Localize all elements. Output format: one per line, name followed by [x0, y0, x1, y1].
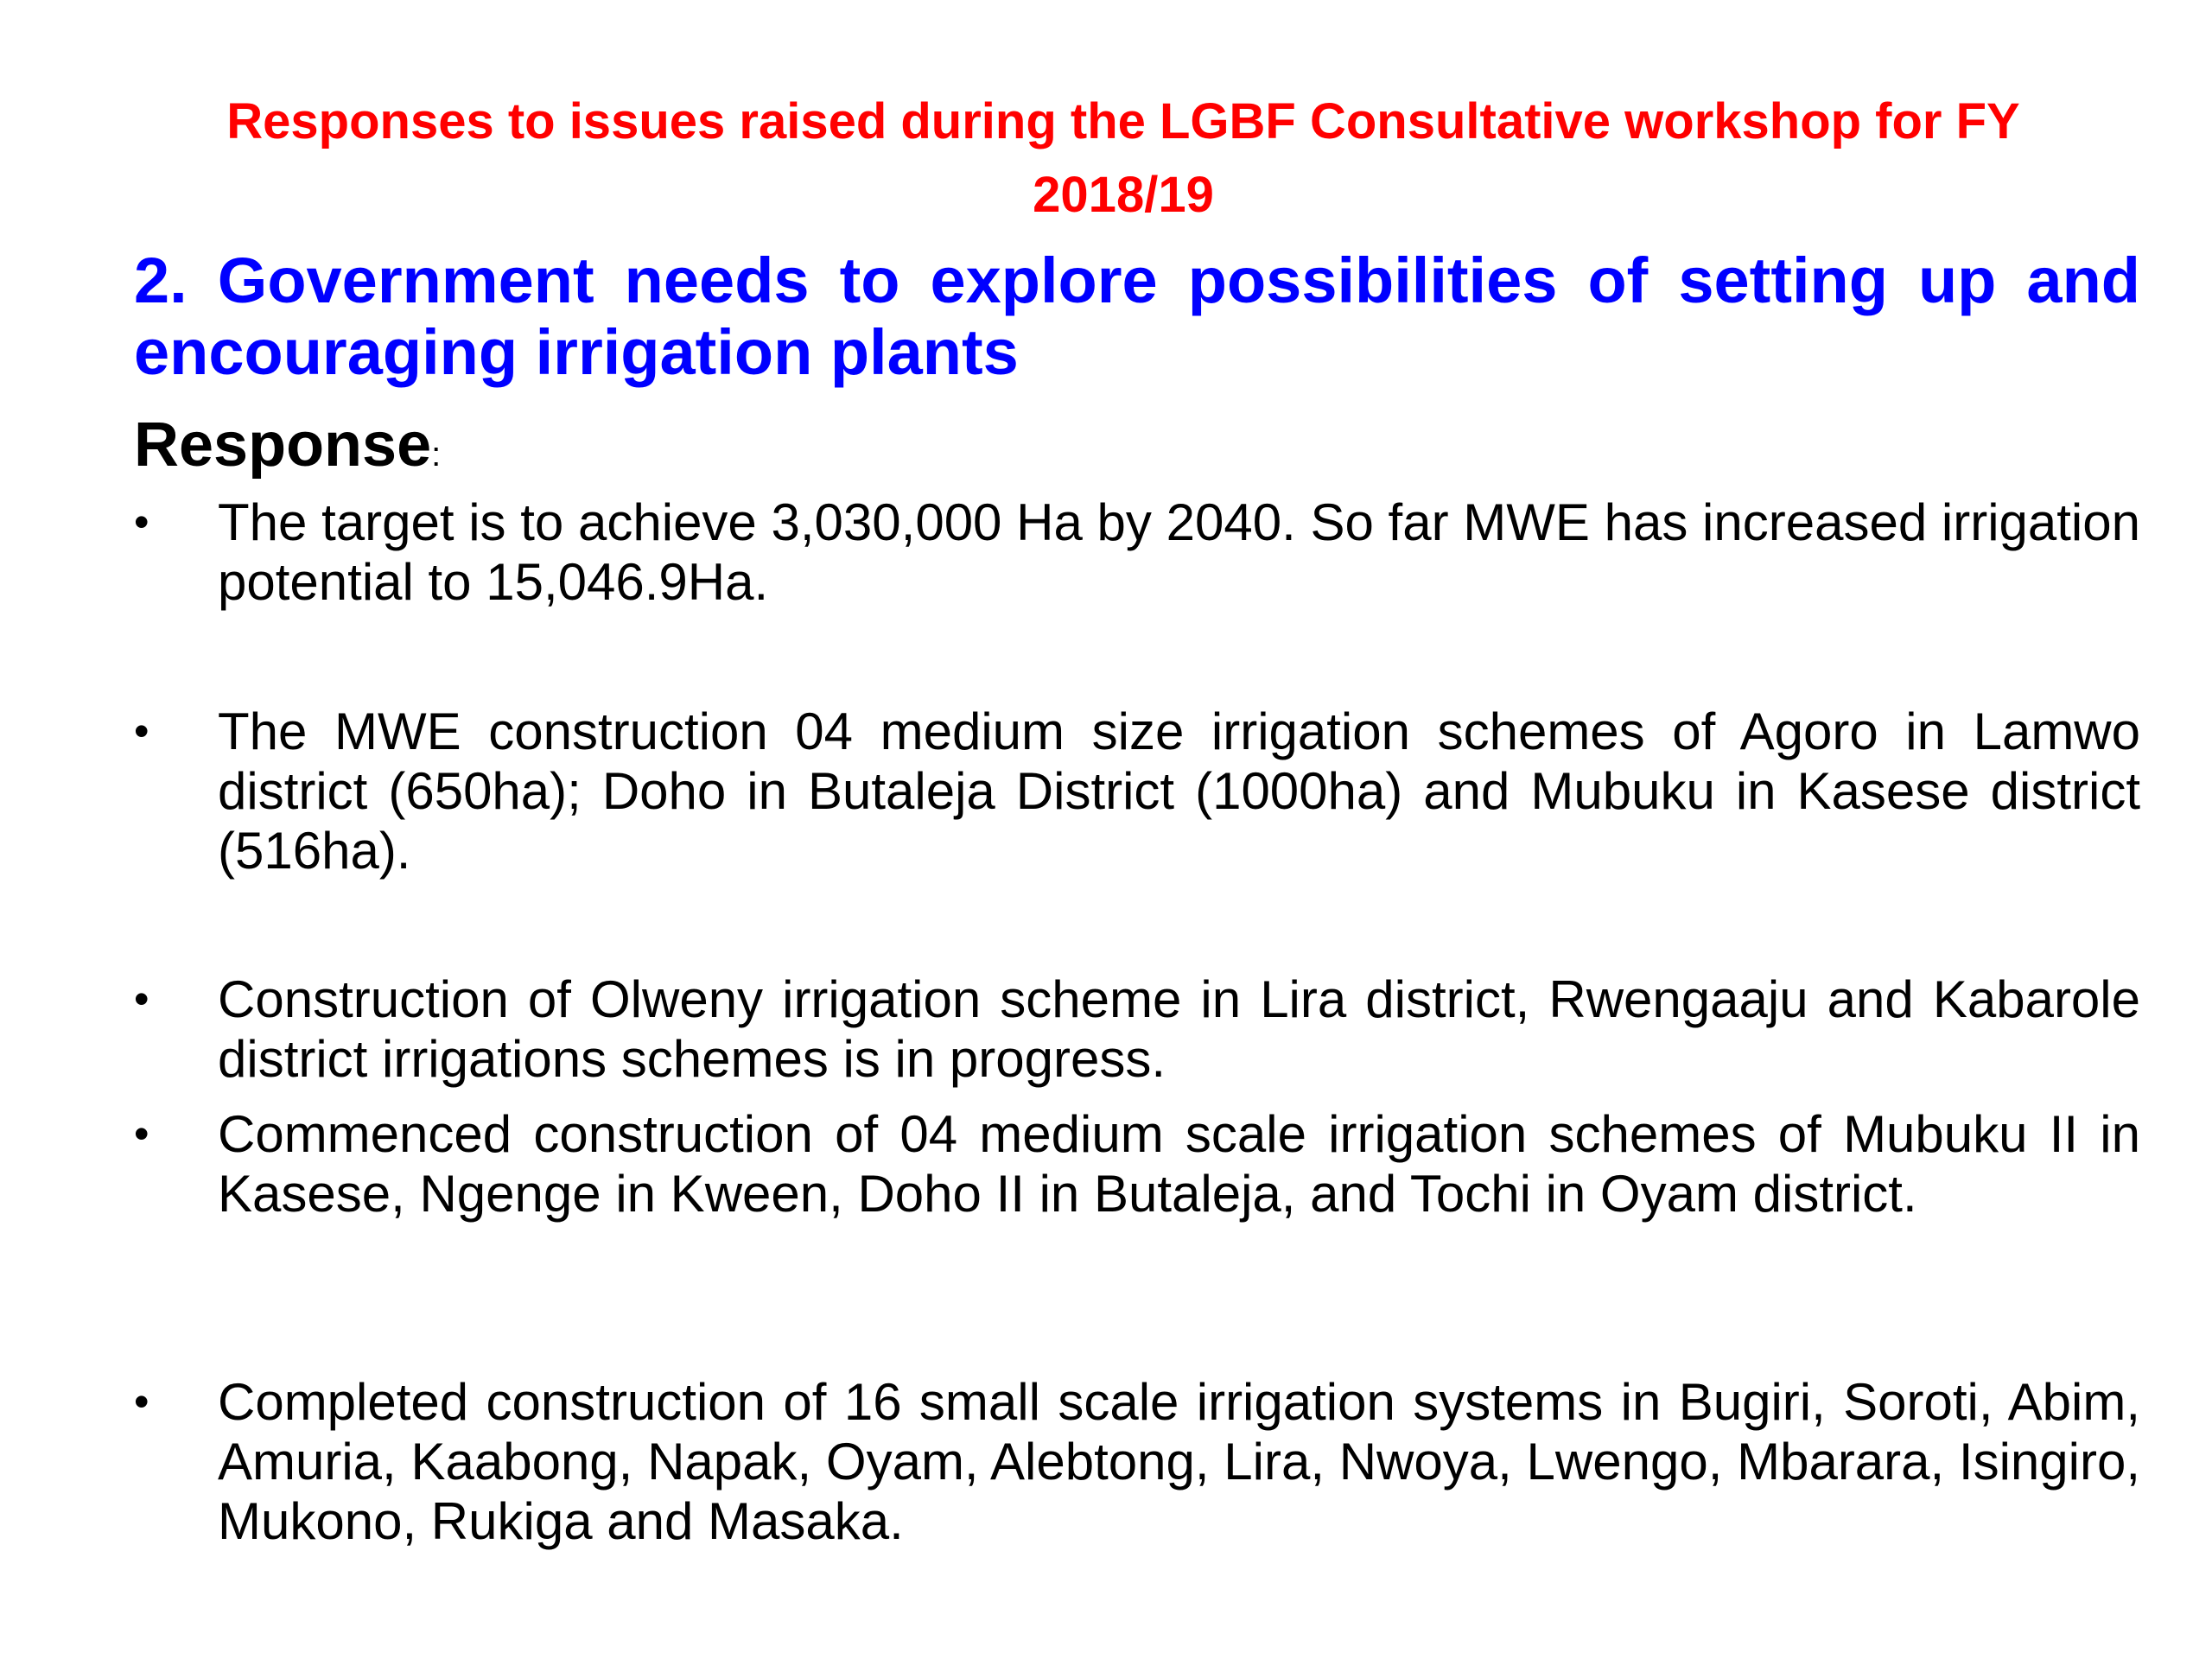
issue-heading: 2. Government needs to explore possibilities of setting up and encouraging irrigation plants — [134, 245, 2140, 388]
bullet-icon: • — [134, 1109, 149, 1158]
slide-title: Responses to issues raised during the LGBF Consultative workshop for FY 2018/19 — [226, 93, 2020, 223]
bullet-icon: • — [134, 707, 149, 755]
bullet-icon: • — [134, 975, 149, 1023]
bullet-text: Construction of Olweny irrigation scheme in Lira district, Rwengaaju and Kabarole district irrigations schemes is in progress. — [218, 970, 2140, 1088]
response-label-row — [134, 406, 441, 493]
response-colon: : — [431, 435, 442, 474]
bullet-text: The MWE construction 04 medium size irrigation schemes of Agoro in Lamwo district (650ha); Doho in Butaleja District (1000ha) and Mubuku in Kasese district (516ha). — [218, 702, 2140, 880]
response-label: Response — [134, 410, 432, 480]
bullet-text: Commenced construction of 04 medium scale irrigation schemes of Mubuku II in Kasese, Ngenge in Kween, Doho II in Butaleja, and Tochi in Oyam district. — [218, 1105, 2140, 1223]
bullet-text: The target is to achieve 3,030,000 Ha by 2040. So far MWE has increased irrigation potential to 15,046.9Ha. — [218, 493, 2140, 611]
bullet-icon: • — [134, 498, 149, 546]
bullet-text: Completed construction of 16 small scale irrigation systems in Bugiri, Soroti, Abim, Amuria, Kaabong, Napak, Oyam, Alebtong, Lira, Nwoya, Lwengo, Mbarara, Isingiro, Mukono, Rukiga and Masaka. — [218, 1373, 2140, 1550]
bullet-icon: • — [134, 1377, 149, 1426]
